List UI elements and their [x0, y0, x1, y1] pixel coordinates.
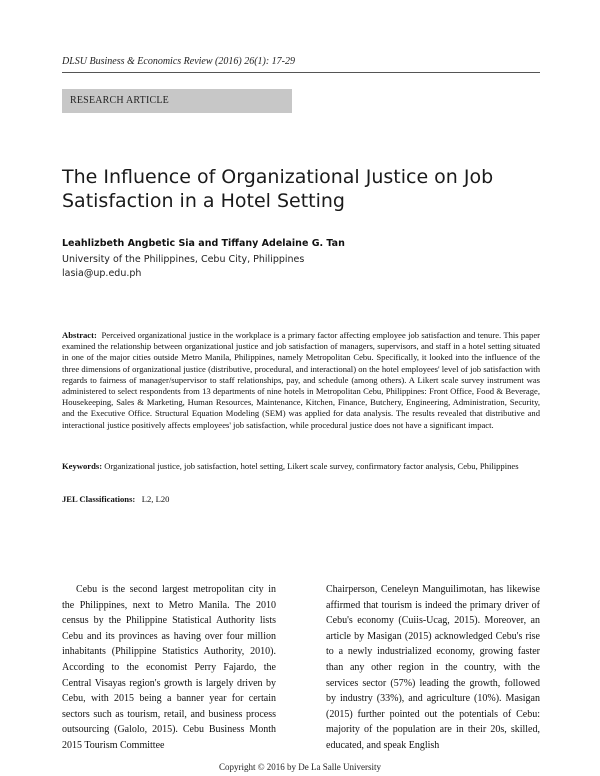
abstract-label: Abstract:	[62, 330, 97, 340]
header-divider	[62, 72, 540, 73]
section-label-bar	[62, 89, 292, 113]
body-column-right: Chairperson, Ceneleyn Manguilimotan, has likewise affirmed that tourism is indeed the primary driver of Cebu's economy (Cuiis-Ucag, 2015). Moreover, an article by Masigan (2015) acknowledged Cebu's rise to a newly industrialized economy, growing faster than any other region in the country, with the services sector (57%) leading the growth, followed by industry (33%), and agriculture (10%). Masigan (2015) further pointed out the potentials of Cebu: majority of the population are in their 20s, skilled, educated, and speak English	[326, 584, 540, 751]
keywords-label: Keywords:	[62, 461, 103, 471]
copyright-footer: Copyright © 2016 by De La Salle University	[218, 762, 382, 772]
section-label: RESEARCH ARTICLE	[70, 95, 169, 106]
jel-label: JEL Classifications:	[62, 494, 136, 504]
jel-text: L2, L20	[141, 494, 170, 504]
author-affiliation: University of the Philippines, Cebu City, Philippines	[62, 254, 305, 265]
abstract-text: Perceived organizational justice in the workplace is a primary factor affecting employee job satisfaction and tenure. This paper examined the relationship between organizational justice and job satisfaction of managers, supervisors, and staff in a hotel setting situated in one of the major cities outside Metro Manila, Philippines, namely Metropolitan Cebu. Specifically, it looked into the influence of the three dimensions of organizational justice (distributive, procedural, and interactional) on the hotel employees' level of job satisfaction with regards to fairness of manager/supervisor to staff relationships, pay, and schedule (among others). A Likert scale survey instrument was administered to select respondents from 13 departments of nine hotels in Metropolitan Cebu, Philippines: Front Office, Food & Beverage, Housekeeping, Sales & Marketing, Human Resources, Maintenance, Kitchen, Finance, Butchery, Engineering, Administration, Security, and the Executive Office. Structural Equation Modeling (SEM) was applied for data analysis. The results revealed that distributive and interactional justice positively affects employees' job satisfaction, while procedural justice does not have a significant impact.	[62, 330, 541, 430]
jel-classifications	[62, 494, 169, 504]
author-names: Leahlizbeth Angbetic Sia and Tiffany Adelaine G. Tan	[62, 238, 345, 249]
keywords-text: Organizational justice, job satisfaction, hotel setting, Likert scale survey, confirmatory factor analysis, Cebu, Philippines	[104, 461, 519, 471]
keywords	[62, 461, 540, 472]
journal-citation: DLSU Business & Economics Review (2016) 26(1): 17-29	[62, 56, 296, 67]
article-title: The Influence of Organizational Justice on Job Satisfaction in a Hotel Setting	[62, 166, 494, 212]
author-email: lasia@up.edu.ph	[62, 268, 142, 279]
body-column-left: Cebu is the second largest metropolitan city in the Philippines, next to Metro Manila. The 2010 census by the Philippine Statistical Authority lists Cebu and its provinces as having over four million inhabitants (Philippine Statistics Authority, 2010). According to the economist Perry Fajardo, the Central Visayas region's growth is largely driven by Cebu, with 2015 being a banner year for certain sectors such as tourism, retail, and business process outsourcing (Galolo, 2015). Cebu Business Month 2015 Tourism Committee	[62, 584, 276, 751]
abstract	[62, 330, 540, 431]
